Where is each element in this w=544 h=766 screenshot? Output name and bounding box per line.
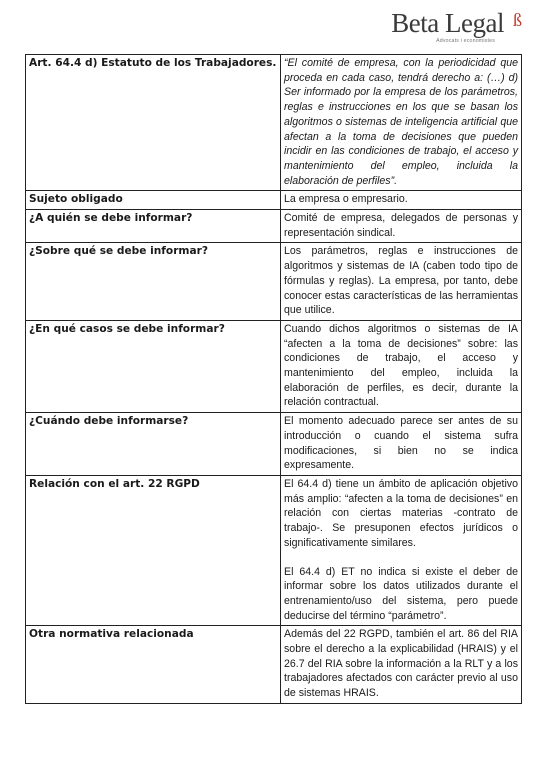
table-row [26,413,522,476]
table-row [26,626,522,704]
info-table [25,54,522,704]
row-label: Otra normativa relacionada [26,626,281,704]
table-row [26,191,522,210]
row-value: La empresa o empresario. [281,191,522,210]
table-row [26,243,522,321]
row-value: Cuando dichos algoritmos o sistemas de IA “afecten a la toma de decisiones” sobre: las condiciones de trabajo, el acceso y mantenimiento del empleo, incluida la elaboración de perfiles, es decir, durante la relación contractual. [281,320,522,412]
row-value: Los parámetros, reglas e instrucciones de algoritmos y sistemas de IA (caben todo tipo de fórmulas y reglas). La empresa, por tanto, debe conocer estas características de las herramientas que utilice. [281,243,522,321]
row-label: ¿A quién se debe informar? [26,210,281,243]
row-label: Relación con el art. 22 RGPD [26,475,281,625]
table-row [26,475,522,625]
row-value: Comité de empresa, delegados de personas y representación sindical. [281,210,522,243]
logo-subtitle: Advocats i economistes [436,38,495,44]
logo-mark-icon: ß [513,10,522,30]
row-label: ¿Sobre qué se debe informar? [26,243,281,321]
paragraph-gap [284,551,518,565]
row-value: El 64.4 d) tiene un ámbito de aplicación objetivo más amplio: “afecten a la toma de decisiones” en relación con ciertas materias -contrato de trabajo-. Se presuponen efectos jurídicos o significativamente similares. [284,477,518,549]
row-label: Art. 64.4 d) Estatuto de los Trabajadores. [26,55,281,191]
company-logo [362,8,522,48]
row-value: Además del 22 RGPD, también el art. 86 del RIA sobre el derecho a la explicabilidad (HRAIS) y el 26.7 del RIA sobre la información a la RLT y a los trabajadores afectados con carácter previo al uso de sistemas HRAIS. [281,626,522,704]
row-value: “El comité de empresa, con la periodicidad que proceda en cada caso, tendrá derecho a: (…) d) Ser informado por la empresa de los parámetros, reglas e instrucciones en los que se basan los algoritmos o sistemas de inteligencia artificial que afectan a la toma de decisiones que pueden incidir en las condiciones de trabajo, el acceso y mantenimiento del empleo, incluida la elaboración de perfiles”. [281,55,522,191]
row-value-second: El 64.4 d) ET no indica si existe el deber de informar sobre los datos utilizados durante el entrenamiento/uso del sistema, pero puede deducirse del término “parámetro”. [284,565,518,622]
table-row [26,320,522,412]
row-label: ¿Cuándo debe informarse? [26,413,281,476]
logo-wordmark: Beta Legal [391,8,504,38]
table-row [26,55,522,191]
row-value: El momento adecuado parece ser antes de su introducción o cuando el sistema sufra modificaciones, si bien no se indica expresamente. [281,413,522,476]
row-value-group [281,475,522,625]
row-label: Sujeto obligado [26,191,281,210]
row-label: ¿En qué casos se debe informar? [26,320,281,412]
table-row [26,210,522,243]
